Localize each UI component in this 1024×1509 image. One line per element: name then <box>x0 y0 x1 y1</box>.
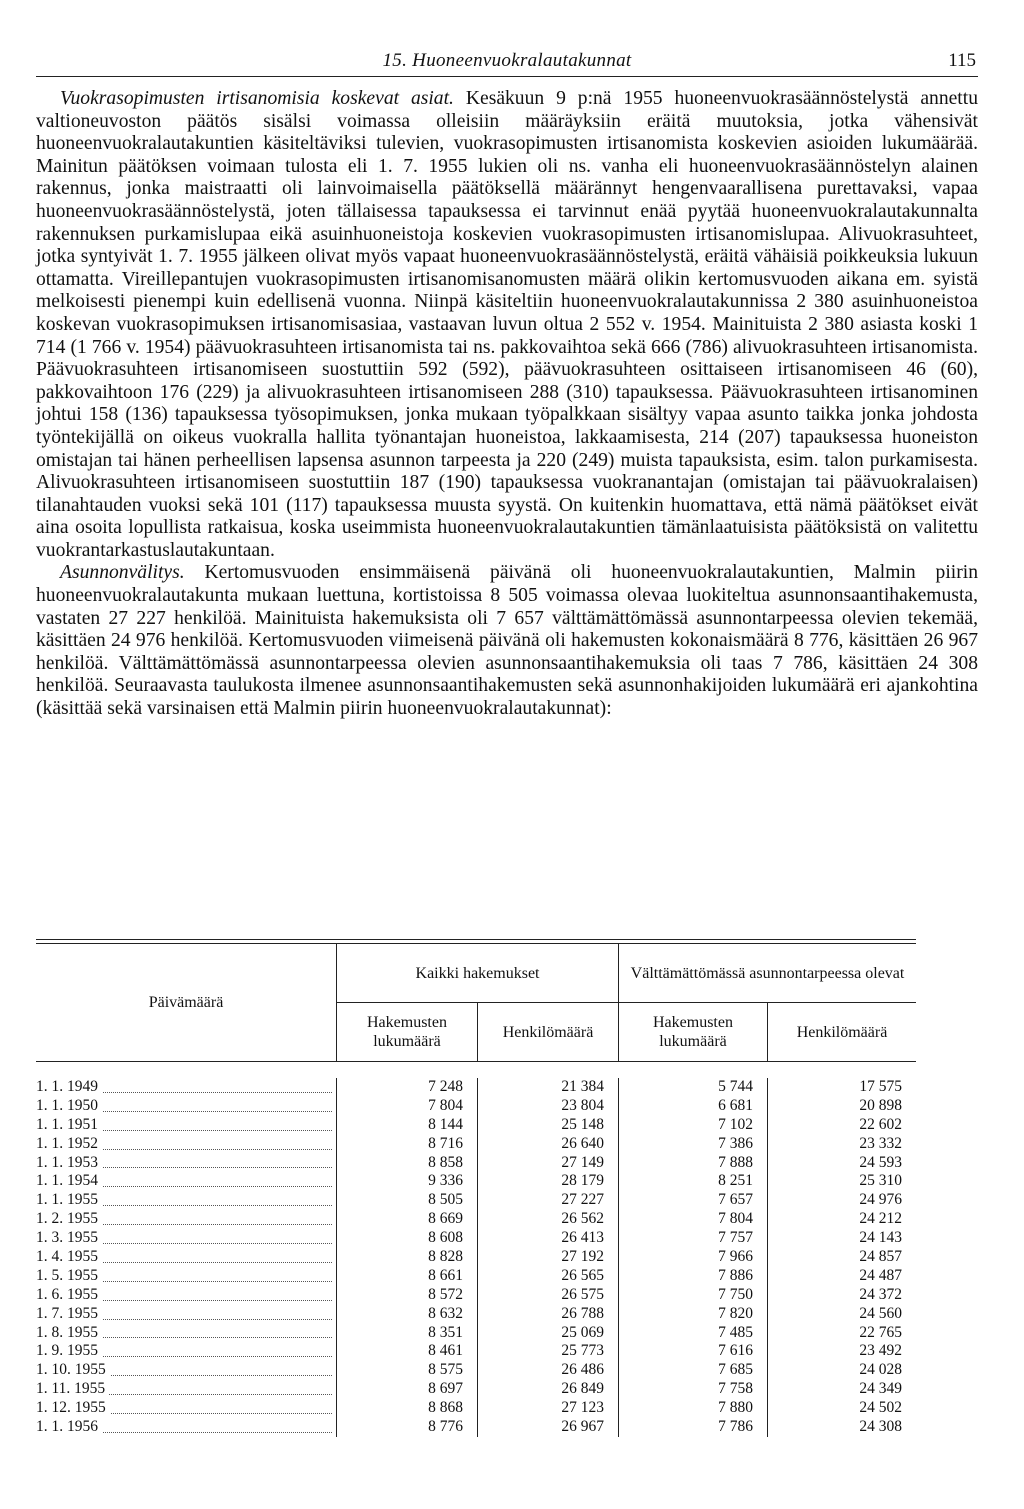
cell-all-persons: 26 967 <box>478 1418 619 1437</box>
row-date: 1. 1. 1951 <box>36 1116 102 1133</box>
row-date-cell <box>36 1286 337 1305</box>
table-row <box>36 1078 916 1097</box>
table-row <box>36 1097 916 1116</box>
cell-all-apps: 8 461 <box>337 1342 478 1361</box>
table-row <box>36 1399 916 1418</box>
row-date-cell <box>36 1380 337 1399</box>
cell-all-apps: 8 575 <box>337 1361 478 1380</box>
paragraph-lease-terminations <box>36 88 978 562</box>
row-date-cell <box>36 1210 337 1229</box>
table-header <box>36 944 916 1062</box>
cell-all-persons: 27 192 <box>478 1248 619 1267</box>
cell-need-apps: 7 750 <box>619 1286 768 1305</box>
cell-all-persons: 27 227 <box>478 1191 619 1210</box>
row-date: 1. 1. 1950 <box>36 1097 102 1114</box>
table-body <box>36 1062 916 1437</box>
cell-all-apps: 8 572 <box>337 1286 478 1305</box>
cell-need-apps: 7 616 <box>619 1342 768 1361</box>
cell-all-apps: 8 858 <box>337 1154 478 1173</box>
row-date-cell <box>36 1097 337 1116</box>
page-header <box>36 50 978 77</box>
paragraph-heading: Vuokrasopimusten irtisanomisia koskevat asiat. <box>60 88 454 109</box>
cell-all-apps: 8 608 <box>337 1229 478 1248</box>
table-row <box>36 1248 916 1267</box>
cell-all-apps: 9 336 <box>337 1172 478 1191</box>
paragraph-heading: Asunnonvälitys. <box>60 562 185 584</box>
cell-need-persons: 23 492 <box>859 1342 902 1360</box>
page-number: 115 <box>948 50 976 71</box>
row-date: 1. 7. 1955 <box>36 1305 102 1322</box>
table-row <box>36 1210 916 1229</box>
table-row <box>36 1154 916 1173</box>
cell-all-apps: 8 697 <box>337 1380 478 1399</box>
paragraph-housing-agency <box>36 562 978 720</box>
cell-need-persons: 24 976 <box>859 1191 902 1209</box>
table-row <box>36 1229 916 1248</box>
cell-need-persons: 24 028 <box>859 1361 902 1379</box>
table-row <box>36 1380 916 1399</box>
paragraph-text: Kertomusvuoden ensimmäisenä päivänä oli huoneenvuokralautakuntien, Malmin piirin huoneenvuokralautakunta mukaan luettuna, kortistoissa 8 505 voimassa olevaa luokiteltua asunnonsaantihakemusta, vastaten 27 227 henkilöä. Mainituista hakemuksista oli 7 657 välttämättömässä asunnontarpeessa olevien tekemää, käsittäen 24 976 henkilöä. Kertomusvuoden viimeisenä päivänä oli hakemusten kokonaismäärä 8 776, käsittäen 26 967 henkilöä. Välttämättömässä asunnontarpeessa olevien asunnonsaantihakemuksia oli taas 7 786, käsittäen 24 308 henkilöä. Seuraavasta taulukosta ilmenee asunnonsaantihakemusten sekä asunnonhakijoiden lukumäärä eri ajankohtina (käsittää sekä varsinaisen että Malmin piirin huoneenvuokralautakunnat): <box>36 562 978 720</box>
row-date: 1. 4. 1955 <box>36 1248 102 1265</box>
table-row <box>36 1286 916 1305</box>
cell-need-apps: 5 744 <box>619 1078 768 1097</box>
cell-need-persons: 24 349 <box>859 1380 902 1398</box>
row-date: 1. 6. 1955 <box>36 1286 102 1303</box>
row-date-cell <box>36 1229 337 1248</box>
header-all-applications: Kaikki hakemukset <box>337 944 619 1003</box>
cell-need-apps: 7 386 <box>619 1135 768 1154</box>
cell-all-apps: 7 804 <box>337 1097 478 1116</box>
row-date: 1. 5. 1955 <box>36 1267 102 1284</box>
cell-all-apps: 8 776 <box>337 1418 478 1437</box>
cell-all-persons: 25 148 <box>478 1116 619 1135</box>
cell-all-apps: 7 248 <box>337 1078 478 1097</box>
cell-need-persons: 24 502 <box>859 1399 902 1417</box>
cell-need-apps: 6 681 <box>619 1097 768 1116</box>
cell-all-apps: 8 351 <box>337 1324 478 1343</box>
table-row <box>36 1267 916 1286</box>
table-row <box>36 1116 916 1135</box>
cell-need-persons: 17 575 <box>859 1078 902 1095</box>
row-date-cell <box>36 1172 337 1191</box>
paragraph-text: Kesäkuun 9 p:nä 1955 huoneenvuokrasäännöstelystä annettu valtioneuvoston päätös sisälsi voimassa olleisiin määräyksiin eräitä muutoksia, jotka vähensivät huoneenvuokralautakuntien käsiteltäviksi tulevien, vuokrasopimusten irtisanomista koskevien asioiden lukumäärää. Mainitun päätöksen voimaan tulosta eli 1. 7. 1955 lukien oli ns. vanha eli huoneenvuokrasäännöstelyn alainen rakennus, jonka maistraatti oli lainvoimaisella päätöksellä määrännyt hengenvaarallisena purettavaksi, vapaa huoneenvuokrasäännöstelystä, joten tällaisessa tapauksessa ei tarvinnut enää pyytää huoneenvuokralautakunnalta rakennuksen purkamislupaa eikä asuinhuoneistoja koskevien vuokrasopimusten irtisanomislupaa. Alivuokrasuhteet, jotka syntyivät 1. 7. 1955 jälkeen olivat myös vapaat huoneenvuokrasäännöstelystä, eräitä vähäisiä poikkeuksia lukuun ottamatta. Vireillepantujen vuokrasopimusten irtisanomisanomusten määrä olikin kertomusvuoden aikana em. syistä melkoisesti pienempi kuin edellisenä vuonna. Niinpä käsiteltiin huoneenvuokralautakunnissa 2 380 asuinhuoneistoa koskevan vuokrasopimuksen irtisanomisasiaa, vastaavan luvun oltua 2 552 v. 1954. Mainituista 2 380 asiasta koski 1 714 (1 766 v. 1954) päävuokrasuhteen irtisanomista tai ns. pakkovaihtoa sekä 666 (786) alivuokrasuhteen irtisanomista. Päävuokrasuhteen irtisanomiseen suostuttiin 592 (592), päävuokrasuhteen osittaiseen irtisanomiseen 46 (60), pakkovaihtoon 176 (229) ja alivuokrasuhteen irtisanomiseen 288 (310) tapauksessa. Päävuokrasuhteen irtisanominen johtui 158 (136) tapauksessa työsopimuksen, jonka mukaan työpalkkaan sisältyy vapaa asunto taikka jonka johdosta työntekijällä on oikeus vuokralla hallita työnantajan huoneistoa, lakkaamisesta, 214 (207) tapauksessa huoneiston omistajan tai hänen perheellisen lapsensa asunnon tarpeesta ja 220 (249) muista tapauksista, esim. talon purkamisesta. Alivuokrasuhteen irtisanomiseen suostuttiin 187 (190) tapauksessa vuokranantajan (omistajan tai päävuokralaisen) tilanahtauden vuoksi sekä 101 (117) tapauksessa muusta syystä. On kuitenkin huomattava, että nämä päätökset eivät aina osoita lopullista ratkaisua, koska useimmista huoneenvuokralautakuntien tämänlaatuisista päätöksistä on valitettu vuokrantarkastuslautakuntaan. <box>36 88 978 561</box>
cell-all-persons: 23 804 <box>478 1097 619 1116</box>
row-date: 1. 1. 1952 <box>36 1135 102 1152</box>
page-title: 15. Huoneenvuokralautakunnat <box>382 50 632 71</box>
cell-need-apps: 7 685 <box>619 1361 768 1380</box>
row-date: 1. 1. 1956 <box>36 1418 102 1435</box>
row-date-cell <box>36 1418 337 1437</box>
row-date: 1. 10. 1955 <box>36 1361 110 1378</box>
row-date: 1. 1. 1953 <box>36 1154 102 1171</box>
row-date-cell <box>36 1342 337 1361</box>
row-date-cell <box>36 1324 337 1343</box>
cell-all-persons: 26 788 <box>478 1305 619 1324</box>
row-date-cell <box>36 1267 337 1286</box>
header-date: Päivämäärä <box>36 944 337 1061</box>
row-date: 1. 2. 1955 <box>36 1210 102 1227</box>
cell-need-persons: 20 898 <box>859 1096 902 1114</box>
cell-need-persons: 25 310 <box>859 1172 902 1190</box>
cell-need-persons: 24 593 <box>859 1153 902 1171</box>
cell-all-persons: 26 849 <box>478 1380 619 1399</box>
row-date: 1. 8. 1955 <box>36 1324 102 1341</box>
cell-need-apps: 7 804 <box>619 1210 768 1229</box>
row-date: 1. 3. 1955 <box>36 1229 102 1246</box>
cell-all-apps: 8 716 <box>337 1135 478 1154</box>
row-date-cell <box>36 1305 337 1324</box>
cell-all-apps: 8 505 <box>337 1191 478 1210</box>
cell-all-apps: 8 661 <box>337 1267 478 1286</box>
cell-all-persons: 26 640 <box>478 1135 619 1154</box>
cell-need-persons: 23 332 <box>859 1134 902 1152</box>
row-date-cell <box>36 1078 337 1097</box>
row-date: 1. 12. 1955 <box>36 1399 110 1416</box>
header-urgent-need: Välttämättömässä asunnontarpeessa olevat <box>619 944 916 1003</box>
applications-table <box>36 939 916 1437</box>
table-row <box>36 1172 916 1191</box>
cell-need-persons: 24 857 <box>859 1248 902 1266</box>
cell-all-apps: 8 828 <box>337 1248 478 1267</box>
cell-need-apps: 7 880 <box>619 1399 768 1418</box>
cell-all-persons: 25 069 <box>478 1324 619 1343</box>
cell-need-persons: 24 487 <box>859 1266 902 1284</box>
cell-all-persons: 27 123 <box>478 1399 619 1418</box>
row-date-cell <box>36 1154 337 1173</box>
row-date-cell <box>36 1116 337 1135</box>
header-need-persons: Henkilömäärä <box>796 1023 888 1041</box>
table-row <box>36 1342 916 1361</box>
row-date: 1. 11. 1955 <box>36 1380 109 1397</box>
cell-need-apps: 7 102 <box>619 1116 768 1135</box>
cell-need-persons: 24 560 <box>859 1304 902 1322</box>
row-date-cell <box>36 1248 337 1267</box>
cell-all-apps: 8 144 <box>337 1116 478 1135</box>
cell-all-apps: 8 868 <box>337 1399 478 1418</box>
cell-need-persons: 24 372 <box>859 1285 902 1303</box>
cell-need-apps: 7 657 <box>619 1191 768 1210</box>
cell-need-apps: 7 757 <box>619 1229 768 1248</box>
table-row <box>36 1191 916 1210</box>
row-date: 1. 1. 1949 <box>36 1078 102 1095</box>
table-row <box>36 1418 916 1437</box>
cell-all-persons: 28 179 <box>478 1172 619 1191</box>
row-date: 1. 1. 1955 <box>36 1191 102 1208</box>
cell-all-persons: 26 486 <box>478 1361 619 1380</box>
cell-need-apps: 7 758 <box>619 1380 768 1399</box>
cell-need-apps: 7 786 <box>619 1418 768 1437</box>
cell-need-apps: 7 886 <box>619 1267 768 1286</box>
row-date-cell <box>36 1135 337 1154</box>
cell-need-apps: 8 251 <box>619 1172 768 1191</box>
article-body <box>36 88 978 721</box>
cell-need-apps: 7 888 <box>619 1154 768 1173</box>
cell-all-persons: 21 384 <box>478 1078 619 1097</box>
row-date-cell <box>36 1399 337 1418</box>
cell-need-apps: 7 485 <box>619 1324 768 1343</box>
table-row <box>36 1135 916 1154</box>
cell-need-persons: 24 212 <box>859 1210 902 1228</box>
header-all-persons: Henkilömäärä <box>478 1003 619 1061</box>
cell-all-persons: 26 575 <box>478 1286 619 1305</box>
row-date: 1. 9. 1955 <box>36 1342 102 1359</box>
cell-all-persons: 26 413 <box>478 1229 619 1248</box>
row-date: 1. 1. 1954 <box>36 1172 102 1189</box>
cell-all-persons: 26 562 <box>478 1210 619 1229</box>
cell-all-persons: 27 149 <box>478 1154 619 1173</box>
table-row <box>36 1324 916 1343</box>
cell-need-apps: 7 820 <box>619 1305 768 1324</box>
cell-all-apps: 8 669 <box>337 1210 478 1229</box>
cell-all-persons: 25 773 <box>478 1342 619 1361</box>
row-date-cell <box>36 1191 337 1210</box>
cell-all-persons: 26 565 <box>478 1267 619 1286</box>
cell-need-persons: 22 765 <box>859 1323 902 1341</box>
table-row <box>36 1305 916 1324</box>
cell-all-apps: 8 632 <box>337 1305 478 1324</box>
table-row <box>36 1361 916 1380</box>
cell-need-persons: 24 143 <box>859 1229 902 1247</box>
row-date-cell <box>36 1361 337 1380</box>
cell-need-persons: 24 308 <box>859 1418 902 1436</box>
header-all-apps-count: Hakemusten lukumäärä <box>337 1003 478 1061</box>
cell-need-apps: 7 966 <box>619 1248 768 1267</box>
cell-need-persons: 22 602 <box>859 1115 902 1133</box>
header-need-apps-count: Hakemusten lukumäärä <box>619 1003 768 1061</box>
